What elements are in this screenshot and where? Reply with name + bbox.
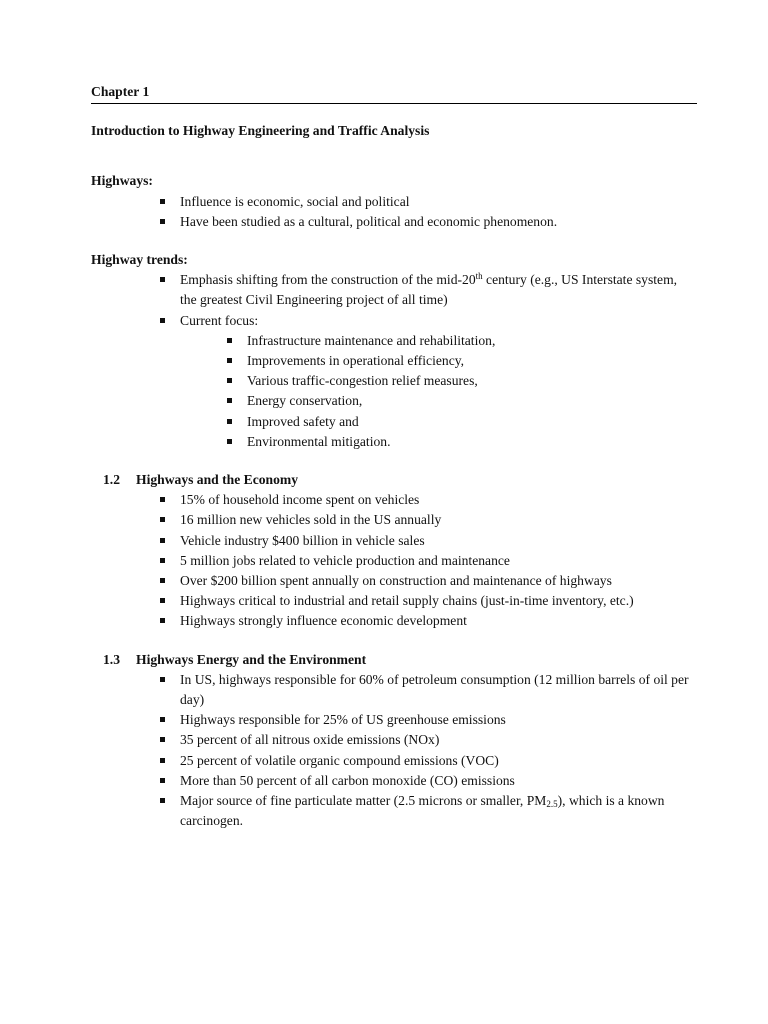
- section-number: 1.2: [103, 472, 120, 488]
- list-item-text: Current focus:: [180, 312, 259, 328]
- highways-heading: Highways:: [91, 173, 153, 189]
- list-item: Environmental mitigation.: [225, 432, 697, 452]
- list-item: Improvements in operational efficiency,: [225, 351, 697, 371]
- list-item: [158, 311, 697, 452]
- list-item-text: century (e.g., US Interstate system, the greatest Civil Engineering project of all time): [180, 272, 678, 308]
- list-item: Various traffic-congestion relief measures,: [225, 371, 697, 391]
- section-title: Highways Energy and the Environment: [136, 651, 367, 667]
- economy-list: [158, 490, 697, 631]
- list-item: [158, 270, 697, 310]
- superscript: th: [475, 271, 483, 282]
- list-item: 35 percent of all nitrous oxide emissions (NOx): [158, 730, 697, 750]
- list-item: 25 percent of volatile organic compound emissions (VOC): [158, 751, 697, 771]
- list-item: Infrastructure maintenance and rehabilitation,: [225, 331, 697, 351]
- list-item: Influence is economic, social and political: [158, 192, 697, 212]
- list-item: 15% of household income spent on vehicles: [158, 490, 697, 510]
- current-focus-list: [225, 331, 697, 452]
- subscript: 2.5: [546, 799, 558, 810]
- chapter-title: Introduction to Highway Engineering and Traffic Analysis: [91, 123, 430, 139]
- highways-list: [158, 192, 697, 232]
- list-item: 16 million new vehicles sold in the US annually: [158, 510, 697, 530]
- list-item: More than 50 percent of all carbon monoxide (CO) emissions: [158, 771, 697, 791]
- energy-list: [158, 670, 697, 832]
- list-item: Vehicle industry $400 billion in vehicle sales: [158, 531, 697, 551]
- trends-heading: Highway trends:: [91, 252, 188, 268]
- list-item: Over $200 billion spent annually on construction and maintenance of highways: [158, 571, 697, 591]
- list-item: Highways strongly influence economic development: [158, 611, 697, 631]
- list-item-text: Emphasis shifting from the construction of the mid-20: [180, 272, 476, 288]
- list-item-text: ), which is a known carcinogen.: [180, 793, 665, 829]
- trends-list: [158, 270, 697, 452]
- section-number: 1.3: [103, 651, 120, 667]
- list-item: Have been studied as a cultural, political and economic phenomenon.: [158, 212, 697, 232]
- list-item: Energy conservation,: [225, 391, 697, 411]
- list-item: Highways critical to industrial and retail supply chains (just-in-time inventory, etc.): [158, 591, 697, 611]
- list-item: 5 million jobs related to vehicle production and maintenance: [158, 551, 697, 571]
- list-item-text: Major source of fine particulate matter (2.5 microns or smaller, PM: [180, 793, 547, 809]
- list-item: Highways responsible for 25% of US greenhouse emissions: [158, 710, 697, 730]
- chapter-label: Chapter 1: [91, 82, 697, 104]
- list-item: [158, 791, 697, 831]
- document-page: [91, 82, 697, 832]
- section-title: Highways and the Economy: [136, 472, 299, 488]
- section-heading-economy: [103, 470, 697, 490]
- list-item: Improved safety and: [225, 412, 697, 432]
- list-item: In US, highways responsible for 60% of petroleum consumption (12 million barrels of oil per day): [158, 670, 697, 710]
- section-heading-energy: [103, 650, 697, 670]
